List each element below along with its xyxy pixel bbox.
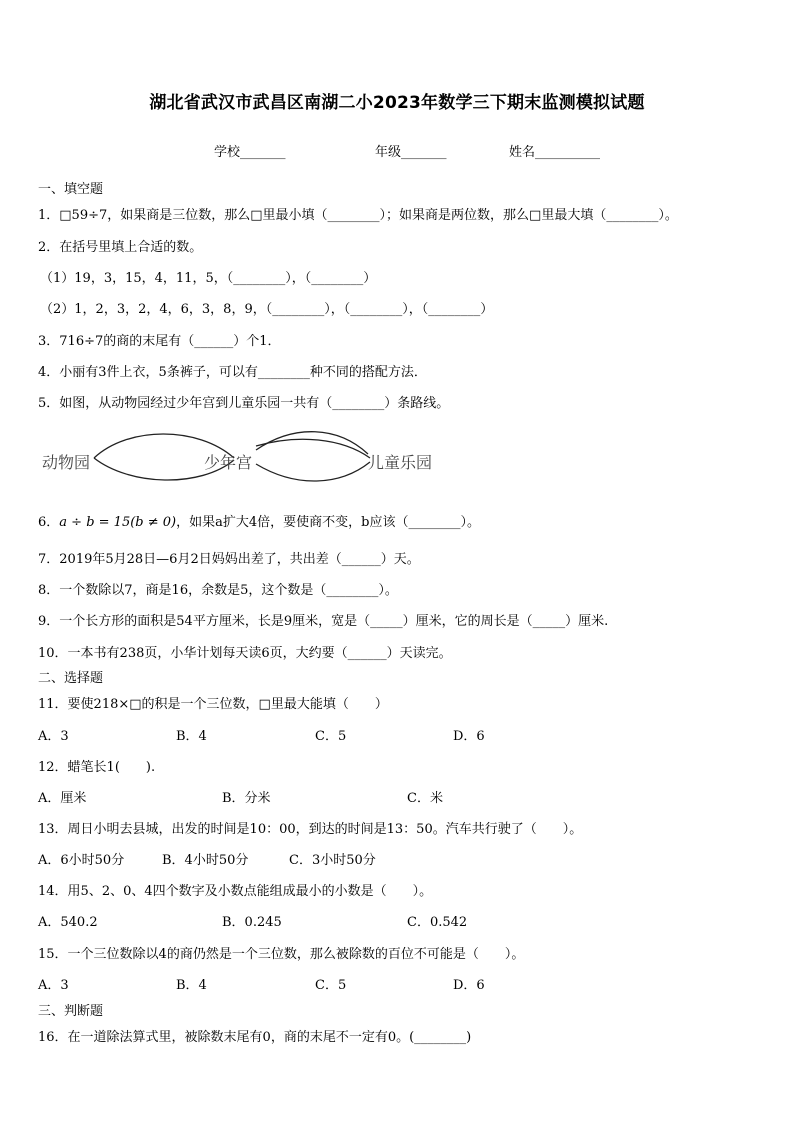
question-13: 13．周日小明去县城，出发的时间是10：00，到达的时间是13：50。汽车共行驶了（ ）。 <box>38 822 583 837</box>
question-6-prefix: 6． <box>38 515 60 530</box>
option-a: A．540.2 <box>38 915 98 930</box>
question-4: 4．小丽有3件上衣，5条裤子，可以有________种不同的搭配方法． <box>38 365 427 380</box>
question-1: 1．□59÷7，如果商是三位数，那么□里最小填（________）；如果商是两位数，那么□里最大填（________）。 <box>38 208 678 223</box>
question-8: 8．一个数除以7，商是16，余数是5，这个数是（________）。 <box>38 583 398 598</box>
school-label: 学校 <box>214 145 241 160</box>
question-6 <box>38 514 480 532</box>
option-c: C．3小时50分 <box>289 853 376 868</box>
option-c: C．5 <box>315 978 347 993</box>
school-field <box>214 141 286 160</box>
option-a: A．6小时50分 <box>38 853 125 868</box>
question-12: 12．蜡笔长1( ). <box>38 760 156 775</box>
option-d: D．6 <box>453 729 485 744</box>
name-field <box>509 141 600 160</box>
option-b: B．4 <box>176 729 207 744</box>
question-6-formula: a ÷ b = 15(b ≠ 0) <box>59 515 177 530</box>
section-judge: 三、判断题 <box>38 1004 104 1019</box>
option-b: B．4小时50分 <box>162 853 249 868</box>
place-label: 儿童乐园 <box>368 453 433 472</box>
route-diagram <box>38 424 458 496</box>
place-label: 动物园 <box>42 453 91 472</box>
grade-label: 年级 <box>375 145 402 160</box>
question-5: 5．如图，从动物园经过少年宫到儿童乐园一共有（________）条路线。 <box>38 396 450 411</box>
option-c: C．米 <box>407 791 443 806</box>
section-choice: 二、选择题 <box>38 671 104 686</box>
place-label: 少年宫 <box>204 453 253 472</box>
question-16: 16．在一道除法算式里，被除数末尾有0，商的末尾不一定有0。(________) <box>38 1030 472 1045</box>
option-b: B．4 <box>176 978 207 993</box>
option-b: B．分米 <box>222 791 271 806</box>
question-15: 15．一个三位数除以4的商仍然是一个三位数，那么被除数的百位不可能是（ ）。 <box>38 947 525 962</box>
page-title: 湖北省武汉市武昌区南湖二小2023年数学三下期末监测模拟试题 <box>149 93 645 113</box>
name-blank: __________ <box>535 145 601 160</box>
option-b: B．0.245 <box>222 915 282 930</box>
option-a: A．3 <box>38 729 69 744</box>
grade-blank: _______ <box>401 145 447 160</box>
question-14: 14．用5、2、0、4四个数字及小数点能组成最小的小数是（ ）。 <box>38 884 433 899</box>
section-fill-in: 一、填空题 <box>38 182 104 197</box>
question-6-suffix: ，如果a扩大4倍，要使商不变，b应该（________）。 <box>176 515 480 530</box>
grade-field <box>375 141 447 160</box>
question-10: 10．一本书有238页，小华计划每天读6页，大约要（______）天读完。 <box>38 646 452 661</box>
option-c: C．5 <box>315 729 347 744</box>
question-2: 2．在括号里填上合适的数。 <box>38 240 203 255</box>
option-c: C．0.542 <box>407 915 468 930</box>
question-2-part-2: （2）1，2，3，2，4，6，3，8，9，（________），（________），（________） <box>40 302 494 317</box>
question-7: 7．2019年5月28日—6月2日妈妈出差了，共出差（______）天。 <box>38 552 420 567</box>
option-a: A．厘米 <box>38 791 87 806</box>
question-9: 9．一个长方形的面积是54平方厘米，长是9厘米，宽是（_____）厘米，它的周长是（_____）厘米. <box>38 614 609 629</box>
question-11: 11．要使218×□的积是一个三位数，□里最大能填（ ） <box>38 697 388 712</box>
option-d: D．6 <box>453 978 485 993</box>
question-2-part-1: （1）19，3，15，4，11，5，（________），（________） <box>40 271 377 286</box>
name-label: 姓名 <box>509 145 536 160</box>
option-a: A．3 <box>38 978 69 993</box>
question-3: 3．716÷7的商的末尾有（______）个1． <box>38 334 281 349</box>
school-blank: _______ <box>240 145 286 160</box>
